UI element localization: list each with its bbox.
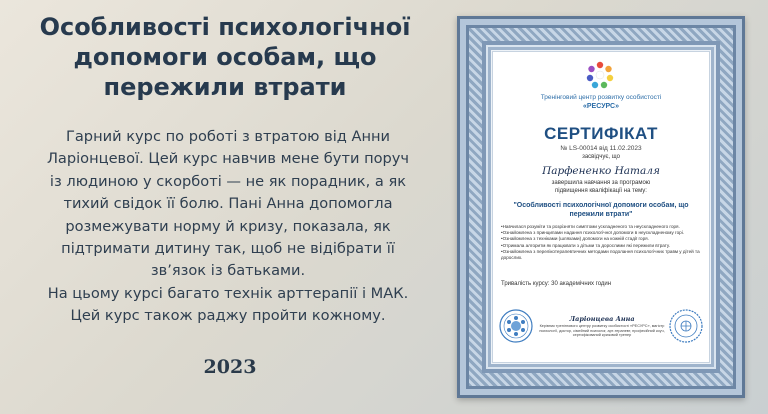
signer-role: Керівник тренінгового центру розвитку особистості «РЕСУРС», магістр психології, доктор, сімейний психолог, арт-терапевт, професійний коуч, сертифікований кризовий тренер — [539, 324, 665, 338]
review-line: На цьому курсі багато технік арттерапії і МАК. — [47, 284, 409, 302]
review-line: Цей курс також раджу пройти кожному. — [70, 307, 386, 325]
review-line: підтримати дитину так, щоб не відібрати її — [61, 240, 395, 258]
outcome-item: •Ознайомлена з перелікотерапевтичних методами подолання психологічних травм у дітей та дорослих. — [501, 248, 700, 261]
resurs-logo-icon — [585, 60, 615, 90]
review-text — [28, 126, 428, 328]
attests-label: засвідчує, що — [582, 154, 620, 160]
completed-line: завершила навчання за програмою — [551, 180, 651, 186]
certificate — [492, 51, 710, 363]
outcome-item: •Ознайомлена з принципами надання психологічної допомоги в неускладненому горі. — [501, 230, 684, 236]
recipient-name: Парфененко Наталя — [542, 165, 660, 177]
review-line: розмежувати норму й кризу, показала, як — [65, 217, 391, 235]
org-brand: «РЕСУРС» — [583, 103, 619, 110]
page-title: Особливості психологічної допомоги особам, що пережили втрати — [39, 13, 411, 101]
certificate-title: СЕРТИФІКАТ — [544, 124, 658, 143]
outcomes-list — [501, 224, 705, 261]
review-line: із людиною у скорботі — не як порадник, а як — [49, 172, 407, 190]
review-line: Ларіонцевої. Цей курс навчив мене бути поруч — [46, 150, 410, 168]
signer-name: Ларіонцева Анна — [569, 315, 635, 323]
completed-line: підвищення кваліфікації на тему: — [555, 188, 647, 194]
org-name: Тренінговий центр розвитку особистості — [540, 94, 662, 101]
outcome-item: •Навчилася розуміти та розрізняти симптоми ускладненого та неускладненого горя. — [501, 224, 680, 229]
year-label: 2023 — [203, 356, 257, 378]
course-title: "Особливості психологічної допомоги особам, що пережили втрати" — [513, 202, 689, 218]
certificate-frame — [457, 16, 745, 398]
outcome-item: •Отримала алгоритм як працювати з дітьми та дорослими які пережили втрату. — [501, 242, 671, 248]
certificate-mat — [482, 41, 720, 373]
outcome-item: •Ознайомлена з техніками (шляхами) допомоги на кожній стадії горя. — [501, 236, 649, 242]
certificate-number: № LS-00014 від 11.02.2023 — [560, 145, 642, 152]
course-duration: Тривалість курсу: 30 академічних годин — [501, 281, 612, 287]
review-line: тихий свідок її болю. Пані Анна допомогла — [63, 195, 393, 213]
seal-icon — [499, 309, 533, 343]
review-line: зв’язок із батьками. — [150, 262, 306, 280]
review-line: Гарний курс по роботі з втратою від Анни — [65, 128, 391, 145]
stamp-icon — [669, 309, 703, 343]
